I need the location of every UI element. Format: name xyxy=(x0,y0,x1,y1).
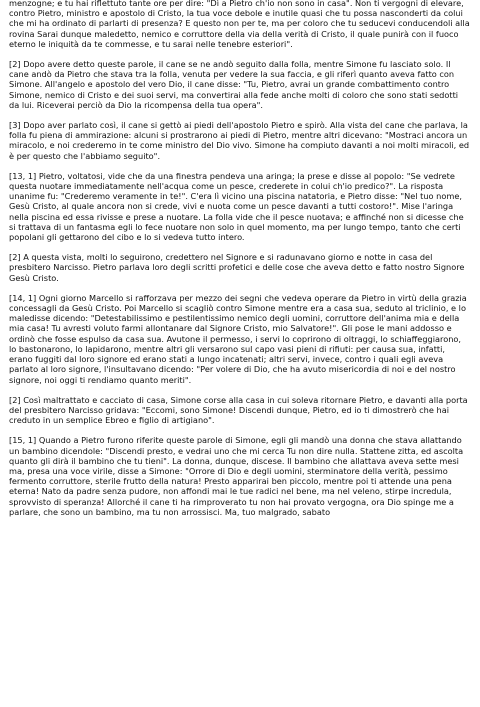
paragraph-2: [2] Dopo avere detto queste parole, il cane se ne andò seguito dalla folla, mentre Simone fu lasciato solo. Il cane andò da Pietro che stava tra la folla, venuta per vedere la sua faccia, e gli riferì quanto aveva fatto con Simone. All'angelo e apostolo del vero Dio, il cane disse: "Tu, Pietro, avrai un grande combattimento contro Simone, nemico di Cristo e dei suoi servi, ma convertirai alla fede anche molti di coloro che sono stati sedotti da lui. Riceverai perciò da Dio la ricompensa della tua opera". xyxy=(9,59,459,110)
paragraph-4: [13, 1] Pietro, voltatosi, vide che da una finestra pendeva una aringa; la prese e disse al popolo: "Se vedrete questa nuotare immediatamente nell'acqua come un pesce, crederete in colui ch'io predico?". La risposta unanime fu: "Crederemo veramente in te!". C'era lì vicino una piscina natatoria, e Pietro disse: "Nel tuo nome, Gesù Cristo, al quale ancora non si crede, vivi e nuota come un pesce davanti a tutti costoro!". Mise l'aringa nella piscina ed essa rivisse e prese a nuotare. La folla vide che il pesce nuotava; e affinché non si dicesse che si trattava di un fantasma egli lo fece nuotare non solo in quel momento, ma per lungo tempo, tanto che certi popolani gli gettarono del cibo e lo si vedeva tutto intero. xyxy=(9,170,464,243)
paragraph-7: [2] Così maltrattato e cacciato di casa, Simone corse alla casa in cui soleva ritornare Pietro, e davanti alla porta del presbitero Narcisso gridava: "Eccomi, sono Simone! Discendi dunque, Pietro, ed io ti dimostrerò che hai creduto in un semplice Ebreo e figlio di artigiano". xyxy=(9,394,468,426)
paragraph-3: [3] Dopo aver parlato così, il cane si gettò ai piedi dell'apostolo Pietro e spirò. Alla vista del cane che parlava, la folla fu piena di ammirazione: alcuni si prostrarono ai piedi di Pietro, mentre altri dicevano: "Mostraci ancora un miracolo, e noi crederemo in te come ministro del Dio vivo. Simone ha compiuto davanti a noi molti miracoli, ed è per questo che l'abbiamo seguito". xyxy=(9,120,470,161)
paragraph-5: [2] A questa vista, molti lo seguirono, credettero nel Signore e si radunavano giorno e notte in casa del presbitero Narcisso. Pietro parlava loro degli scritti profetici e delle cose che aveva detto e fatto nostro Signore Gesù Cristo. xyxy=(9,252,465,283)
paragraph-6: [14, 1] Ogni giorno Marcello si rafforzava per mezzo dei segni che vedeva operare da Pietro in virtù della grazia concessagli da Gesù Cristo. Poi Marcello si scagliò contro Simone mentre era a casa sua, seduto al triclinio, e lo maledisse dicendo: "Detestabilissimo e pestilentissimo nemico degli uomini, corruttore dell'anima mia e della mia casa! Tu avresti voluto farmi allontanare dal Signore Cristo, mio Salvatore!". Gli pose le mani addosso e ordinò che fosse espulso da casa sua. Avutone il permesso, i servi lo coprirono di oltraggi, lo schiaffeggiarono, lo bastonarono, lo lapidarono, mentre altri gli versarono sul capo vasi pieni di rifiuti: per causa sua, infatti, erano fuggiti dal loro signore ed erano stati a lungo incatenati; altri servi, invece, contro i quali egli aveva parlato al loro signore, l'insultavano dicendo: "Per volere di Dio, che ha avuto misericordia di noi e del nostro signore, noi oggi ti rendiamo quanto meriti". xyxy=(9,292,467,385)
paragraph-1: menzogne; e tu hai riflettuto tante ore per dire: "Dì a Pietro ch'io non sono in casa". Non ti vergogni di elevare, contro Pietro, ministro e apostolo di Cristo, la tua voce debole e inutile quasi che tu possa nasconderti da colui che mi ha ordinato di parlarti di presenza? E questo non per te, ma per coloro che tu seducevi conducendoli alla rovina Sarai dunque maledetto, nemico e corruttore della via della verità di Cristo, il quale punirà con il fuoco eterno le iniquità da te commesse, e tu sarai nelle tenebre esteriori". xyxy=(9,0,470,49)
paragraph-8: [15, 1] Quando a Pietro furono riferite queste parole di Simone, egli gli mandò una donna che stava allattando un bambino dicendole: "Discendi presto, e vedrai uno che mi cerca Tu non dire nulla. Stattene zitta, ed ascolta quanto gli dirà il bambino che tu tieni". La donna, dunque, discese. Il bambino che allattava aveva sette mesi ma, presa una voce virile, disse a Simone: "Orrore di Dio e degli uomini, sterminatore della verità, pessimo fermento corruttore, sterile frutto della natura! Presto apparirai ben piccolo, mentre poi ti attende una pena eterna! Nato da padre senza pudore, non affondi mai le tue radici nel bene, ma nel veleno, stirpe incredula, sprovvisto di speranza! Allorché il cane ti ha rimproverato tu non hai provato vergogna, ora Dio spinge me a parlare, che sono un bambino, ma tu non arrossisci. Ma, tuo malgrado, sabato xyxy=(9,435,464,517)
